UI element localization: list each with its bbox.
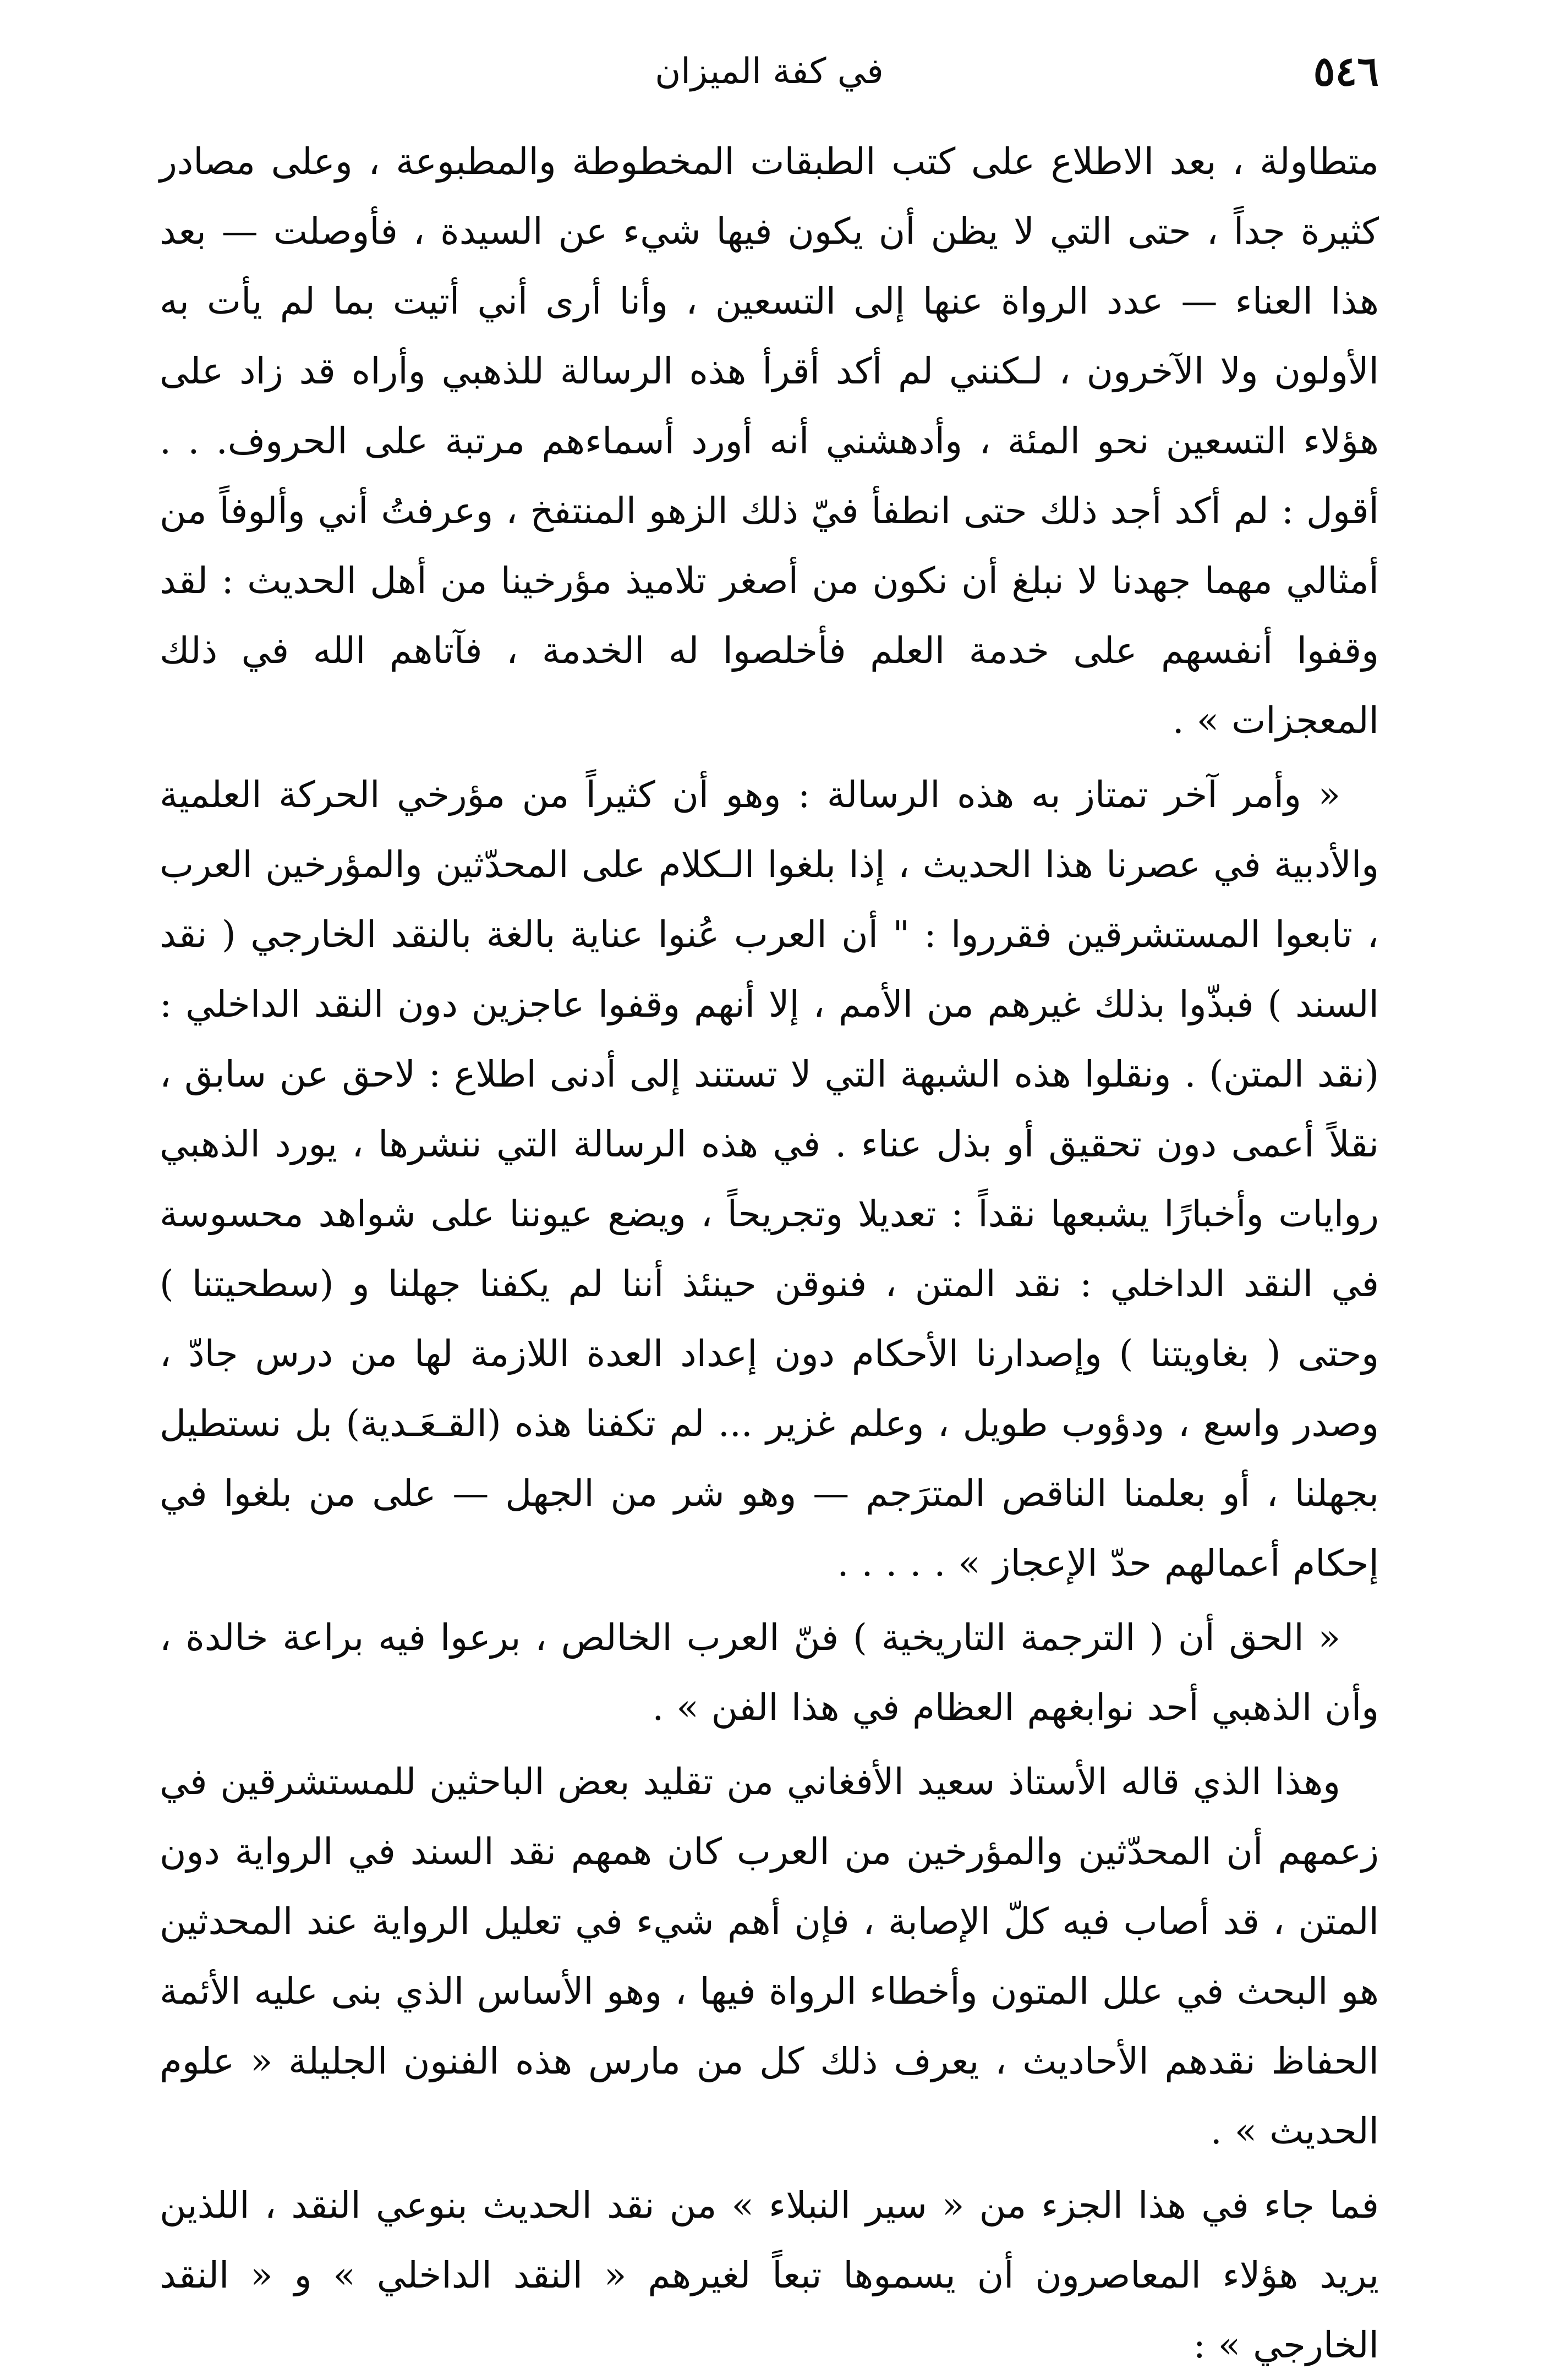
paragraph-3: « الحق أن ( الترجمة التاريخية ) فنّ العرب الخالص ، برعوا فيه براعة خالدة ، وأن الذهبي أحد نوابغهم العظام في هذا الفن » . <box>160 1616 1379 1729</box>
page-header <box>160 44 1379 110</box>
paragraph-2: « وأمر آخر تمتاز به هذه الرسالة : وهو أن كثيراً من مؤرخي الحركة العلمية والأدبية في عصرنا هذا الحديث ، إذا بلغوا الـكلام على المحدّثين والمؤرخين العرب ، تابعوا المستشرقين فقرروا : " أن العرب عُنوا عناية بالغة بالنقد الخارجي ( نقد السند ) فبذّوا بذلك غيرهم من الأمم ، إلا أنهم وقفوا عاجزين دون النقد الداخلي : (نقد المتن) . ونقلوا هذه الشبهة التي لا تستند إلى أدنى اطلاع : لاحق عن سابق ، نقلاً أعمى دون تحقيق أو بذل عناء . في هذه الرسالة التي ننشرها ، يورد الذهبي روايات وأخبارًا يشبعها نقداً : تعديلا وتجريحاً ، ويضع عيوننا على شواهد محسوسة في النقد الداخلي : نقد المتن ، فنوقن حينئذ أننا لم يكفنا جهلنا و (سطحيتنا ) وحتى ( بغاويتنا ) وإصدارنا الأحكام دون إعداد العدة اللازمة لها من درس جادّ ، وصدر واسع ، ودؤوب طويل ، وعلم غزير ... لم تكفنا هذه (القـعَـدية) بل نستطيل بجهلنا ، أو بعلمنا الناقص المترَجم — وهو شر من الجهل — على من بلغوا في إحكام أعمالهم حدّ الإعجاز » . . . . . <box>160 774 1379 1584</box>
body-text <box>160 127 1379 2380</box>
page-number: ٥٤٦ <box>1313 48 1379 95</box>
running-title: في كفة الميزان <box>655 51 884 92</box>
paragraph-5: فما جاء في هذا الجزء من « سير النبلاء » من نقد الحديث بنوعي النقد ، اللذين يريد هؤلاء المعاصرون أن يسموها تبعاً لغيرهم « النقد الداخلي » و « النقد الخارجي » : <box>160 2184 1379 2366</box>
paragraph-1: متطاولة ، بعد الاطلاع على كتب الطبقات المخطوطة والمطبوعة ، وعلى مصادر كثيرة جداً ، حتى التي لا يظن أن يكون فيها شيء عن السيدة ، فأوصلت — بعد هذا العناء — عدد الرواة عنها إلى التسعين ، وأنا أرى أني أتيت بما لم يأت به الأولون ولا الآخرون ، لـكنني لم أكد أقرأ هذه الرسالة للذهبي وأراه قد زاد على هؤلاء التسعين نحو المئة ، وأدهشني أنه أورد أسماءهم مرتبة على الحروف. . . أقول : لم أكد أجد ذلك حتى انطفأ فيّ ذلك الزهو المنتفخ ، وعرفتُ أني وألوفاً من أمثالي مهما جهدنا لا نبلغ أن نكون من أصغر تلاميذ مؤرخينا من أهل الحديث : لقد وقفوا أنفسهم على خدمة العلم فأخلصوا له الخدمة ، فآتاهم الله في ذلك المعجزات » . <box>160 140 1379 742</box>
paragraph-4: وهذا الذي قاله الأستاذ سعيد الأفغاني من تقليد بعض الباحثين للمستشرقين في زعمهم أن المحدّثين والمؤرخين من العرب كان همهم نقد السند في الرواية دون المتن ، قد أصاب فيه كلّ الإصابة ، فإن أهم شيء في تعليل الرواية عند المحدثين هو البحث في علل المتون وأخطاء الرواة فيها ، وهو الأساس الذي بنى عليه الأئمة الحفاظ نقدهم الأحاديث ، يعرف ذلك كل من مارس هذه الفنون الجليلة « علوم الحديث » . <box>160 1761 1379 2152</box>
